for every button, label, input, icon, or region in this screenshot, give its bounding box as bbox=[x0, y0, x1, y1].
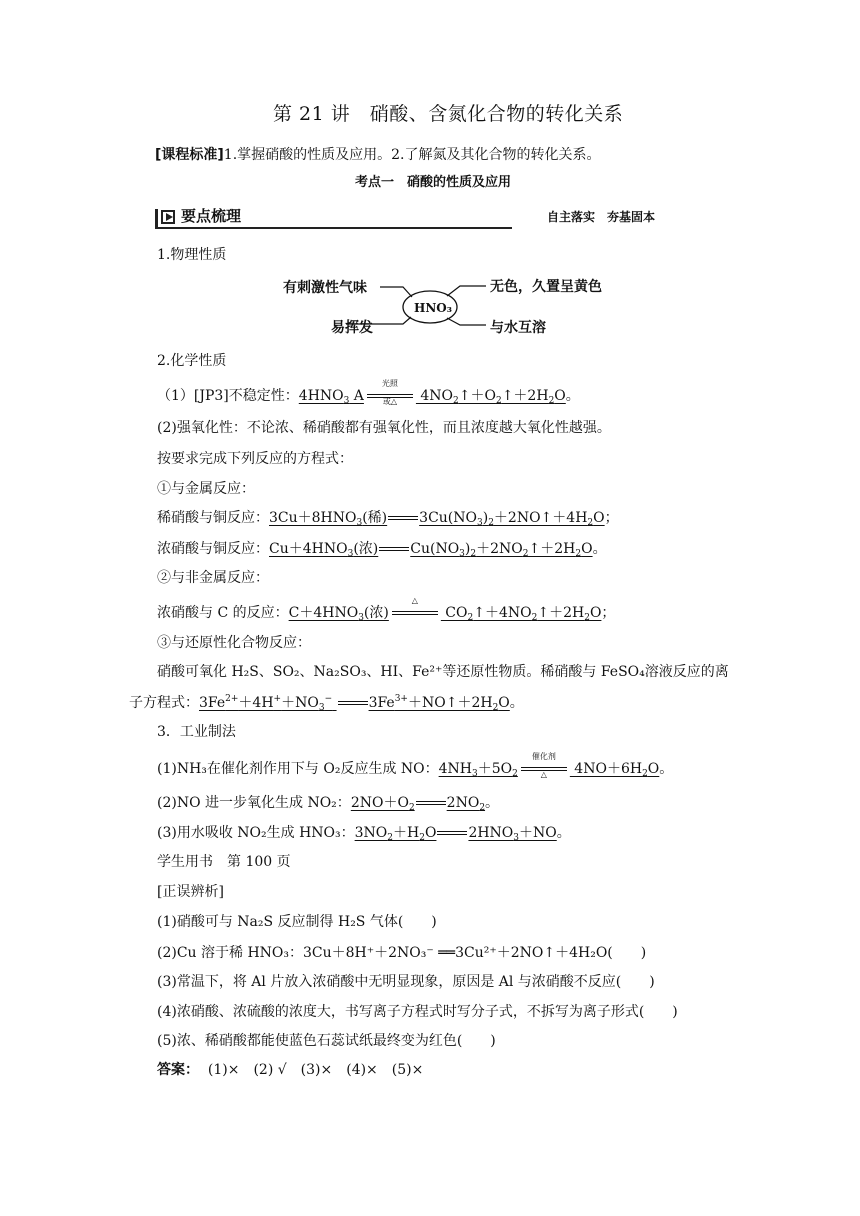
judge-item-5: (5)浓、稀硝酸都能使蓝色石蕊试纸最终变为红色( ) bbox=[157, 1033, 496, 1049]
answer-text: (1)× (2) √ (3)× (4)× (5)× bbox=[207, 1062, 424, 1078]
connector-top-left bbox=[380, 287, 412, 297]
judge-heading: [正误辨析] bbox=[157, 884, 224, 900]
conc-c-line: 浓硝酸与 C 的反应：$C+4HNO_3$(浓) △ $CO_2↑+4NO_2↑+2H_2O$； bbox=[157, 596, 616, 623]
play-icon bbox=[161, 210, 175, 224]
industrial-heading: 3．工业制法 bbox=[157, 724, 236, 740]
connector-bottom-right bbox=[447, 318, 486, 325]
banner-title: 要点梳理 bbox=[181, 207, 242, 225]
book-reference: 学生用书 第 100 页 bbox=[157, 854, 291, 870]
standard-label: [课程标准] bbox=[155, 147, 224, 163]
prop-top-left: 有刺激性气味 bbox=[283, 280, 367, 296]
item1-equation: $4HNO_3$ A 光照 或△ $4NO_2↑+O_2↑+2H_2O$ bbox=[298, 379, 566, 406]
key-points-banner bbox=[155, 205, 656, 229]
dilute-cu-line: 稀硝酸与铜反应：$3Cu+8HNO_3$(稀) $3Cu(NO_3)_2+2NO↑+4H_2O$； bbox=[157, 510, 619, 528]
reducing-heading: ③与还原性化合物反应： bbox=[157, 635, 311, 651]
judge-item-2: (2)Cu 溶于稀 HNO₃：3Cu＋8H⁺＋2NO₃⁻ ══3Cu²⁺＋2NO↑＋4H₂O( ) bbox=[157, 945, 647, 961]
physical-heading: 1.物理性质 bbox=[157, 247, 227, 263]
instruction: 按要求完成下列反应的方程式： bbox=[157, 451, 353, 467]
item1-prefix: （1）[JP3]不稳定性： bbox=[157, 388, 299, 404]
dilute-cu-equation: $3Cu+8HNO_3$(稀) $3Cu(NO_3)_2+2NO↑+4H_2O$ bbox=[269, 510, 605, 528]
banner-slogan: 自主落实 夯基固本 bbox=[547, 210, 656, 224]
item2-text: (2)强氧化性：不论浓、稀硝酸都有强氧化性，而且浓度越大氧化性越强。 bbox=[157, 420, 611, 436]
metal-heading: ①与金属反应： bbox=[157, 481, 255, 497]
item1-line: （1）[JP3]不稳定性：$4HNO_3$ A 光照 或△ $4NO_2↑+O_2↑+2H_2O$。 bbox=[157, 379, 580, 406]
prop-bottom-right: 与水互溶 bbox=[490, 320, 546, 336]
ind3-line: (3)用水吸收 NO₂生成 HNO₃：$3NO_2+H_2O$ $2HNO_3+NO$。 bbox=[157, 825, 571, 843]
judge-item-3: (3)常温下，将 Al 片放入浓硝酸中无明显现象，原因是 Al 与浓硝酸不反应( ) bbox=[157, 974, 655, 990]
page-title: 第 21 讲 硝酸、含氮化合物的转化关系 bbox=[273, 103, 624, 125]
ionic-line: 子方程式：$3Fe^{2+}+4H^++NO_3^-$ $3Fe^{3+}+NO↑+2H_2O$。 bbox=[129, 694, 524, 713]
prop-bottom-left: 易挥发 bbox=[331, 320, 373, 336]
ind2-equation: $2NO+O_2$ $2NO_2$ bbox=[350, 795, 486, 813]
judge-item-1: (1)硝酸可与 Na₂S 反应制得 H₂S 气体( ) bbox=[157, 914, 437, 930]
conc-c-equation: $C+4HNO_3$(浓) △ $CO_2↑+4NO_2↑+2H_2O$ bbox=[288, 596, 602, 623]
conc-cu-equation: $Cu+4HNO_3$(浓) $Cu(NO_3)_2+2NO_2↑+2H_2O$ bbox=[269, 541, 593, 559]
section-heading: 考点一 硝酸的性质及应用 bbox=[355, 175, 512, 190]
nonmetal-heading: ②与非金属反应： bbox=[157, 570, 269, 586]
hno3-label: HNO₃ bbox=[414, 301, 453, 315]
ind3-equation: $3NO_2+H_2O$ $2HNO_3+NO$ bbox=[354, 825, 557, 843]
ind1-line: (1)NH₃在催化剂作用下与 O₂反应生成 NO：$4NH_3+5O_2$ 催化剂 △ $4NO+6H_2O$。 bbox=[157, 752, 674, 779]
judge-item-4: (4)浓硝酸、浓硫酸的浓度大，书写离子方程式时写分子式，不拆写为离子形式( ) bbox=[157, 1004, 678, 1020]
connector-top-right bbox=[447, 286, 486, 296]
course-standard bbox=[155, 145, 601, 165]
chemical-heading: 2.化学性质 bbox=[157, 353, 227, 369]
answer-label: 答案： bbox=[157, 1062, 199, 1078]
ind1-equation: $4NH_3+5O_2$ 催化剂 △ $4NO+6H_2O$ bbox=[438, 752, 660, 779]
reducing-text: 硝酸可氧化 H₂S、SO₂、Na₂SO₃、HI、Fe²⁺等还原性物质。稀硝酸与 FeSO₄溶液反应的离 bbox=[157, 664, 729, 680]
ionic-equation: $3Fe^{2+}+4H^++NO_3^-$ $3Fe^{3+}+NO↑+2H_2O$ bbox=[199, 694, 510, 713]
ind2-line: (2)NO 进一步氧化生成 NO₂：$2NO+O_2$ $2NO_2$。 bbox=[157, 795, 500, 813]
conc-cu-line: 浓硝酸与铜反应：$Cu+4HNO_3$(浓) $Cu(NO_3)_2+2NO_2↑+2H_2O$。 bbox=[157, 541, 607, 559]
prop-top-right: 无色，久置呈黄色 bbox=[490, 279, 602, 295]
standard-text: 1.掌握硝酸的性质及应用。2.了解氮及其化合物的转化关系。 bbox=[223, 147, 601, 163]
answer-line bbox=[157, 1060, 423, 1080]
